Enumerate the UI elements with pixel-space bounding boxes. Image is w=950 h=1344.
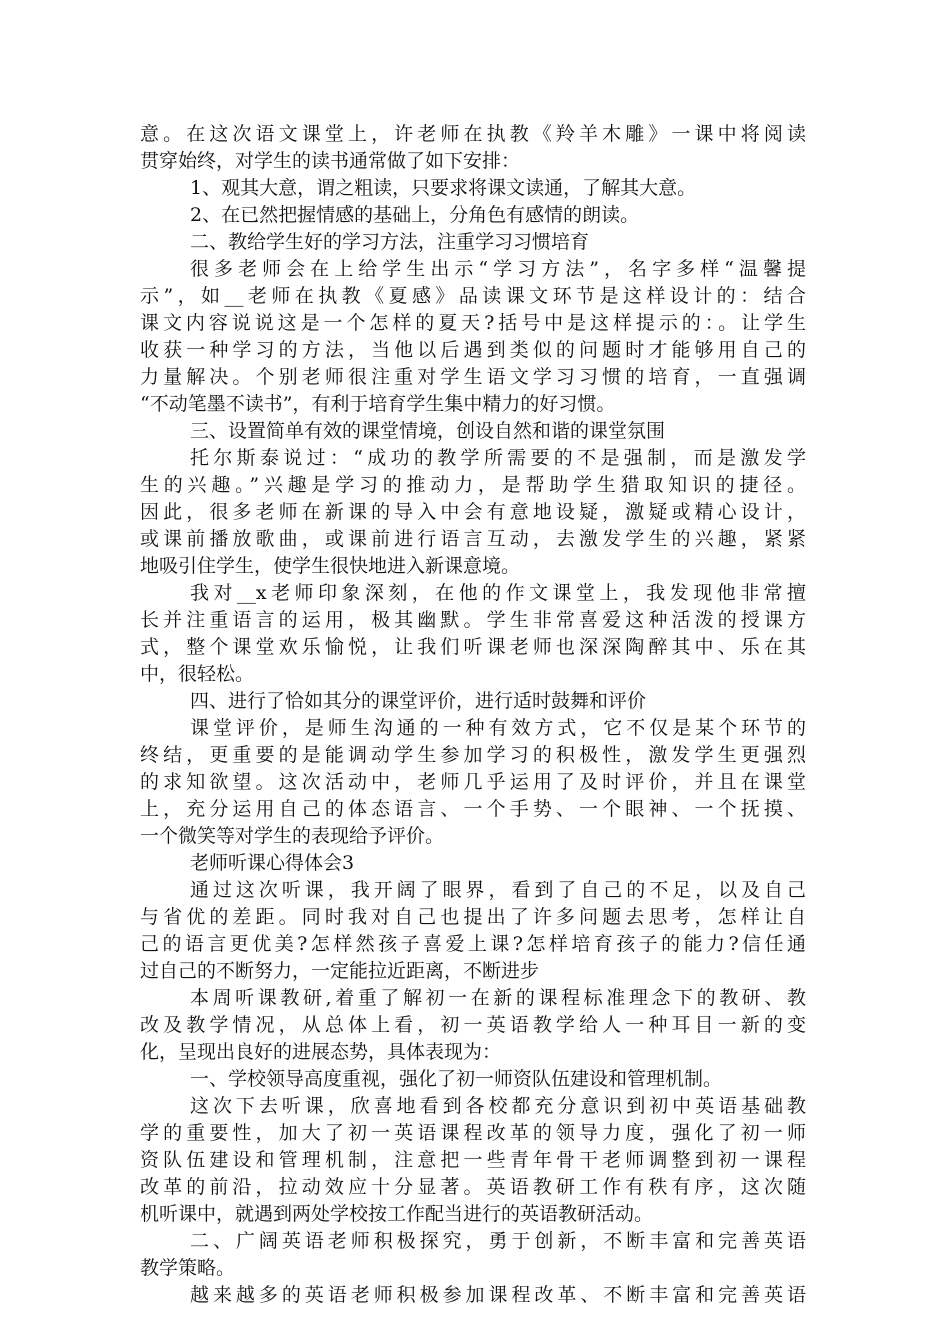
text-line: 与省优的差距。同时我对自己也提出了许多问题去思考，怎样让自	[140, 906, 806, 928]
text-line: 式，整个课堂欢乐愉悦，让我们听课老师也深深陶醉其中、乐在其	[140, 636, 806, 658]
text-line: 一个微笑等对学生的表现给予评价。	[140, 825, 445, 847]
text-line: 这次下去听课，欣喜地看到各校都充分意识到初中英语基础教	[190, 1095, 806, 1117]
text-line: 资队伍建设和管理机制，注意把一些青年骨干老师调整到初一课程	[140, 1149, 806, 1171]
text-line: 托尔斯泰说过：“成功的教学所需要的不是强制，而是激发学	[190, 447, 806, 469]
text-line: 学的重要性，加大了初一英语课程改革的领导力度，强化了初一师	[140, 1122, 806, 1144]
text-line: 地吸引住学生，使学生很快地进入新课意境。	[140, 555, 521, 577]
text-line: 课堂评价，是师生沟通的一种有效方式，它不仅是某个环节的	[190, 717, 806, 739]
text-line: 收获一种学习的方法，当他以后遇到类似的问题时才能够用自己的	[140, 339, 806, 361]
text-line: 过自己的不断努力，一定能拉近距离，不断进步	[140, 960, 540, 982]
text-line: 老师听课心得体会3	[190, 852, 355, 874]
text-line: 改革的前沿，拉动效应十分显著。英语教研工作有秩有序，这次随	[140, 1176, 806, 1198]
text-line: “不动笔墨不读书”，有利于培育学生集中精力的好习惯。	[140, 393, 616, 415]
text-line: 长并注重语言的运用，极其幽默。学生非常喜爱这种活泼的授课方	[140, 609, 806, 631]
text-line: 中，很轻松。	[140, 663, 255, 685]
document-body	[140, 121, 806, 1309]
text-line: 生的兴趣。”兴趣是学习的推动力，是帮助学生猎取知识的捷径。	[140, 474, 806, 496]
text-line: 1、观其大意，谓之粗读，只要求将课文读通，了解其大意。	[190, 177, 697, 199]
text-line: 己的语言更优美?怎样然孩子喜爱上课?怎样培育孩子的能力?信任通	[140, 933, 806, 955]
text-line: 很多老师会在上给学生出示“学习方法”，名字多样“温馨提	[190, 258, 806, 280]
text-line: 四、进行了恰如其分的课堂评价，进行适时鼓舞和评价	[190, 690, 647, 712]
text-line: 意。在这次语文课堂上，许老师在执教《羚羊木雕》一课中将阅读	[140, 123, 806, 145]
text-line: 或课前播放歌曲，或课前进行语言互动，去激发学生的兴趣，紧紧	[140, 528, 806, 550]
text-line: 力量解决。个别老师很注重对学生语文学习习惯的培育，一直强调	[140, 366, 806, 388]
text-line: 三、设置简单有效的课堂情境，创设自然和谐的课堂氛围	[190, 420, 666, 442]
text-line: 通过这次听课，我开阔了眼界，看到了自己的不足，以及自己	[190, 879, 806, 901]
text-line: 二、教给学生好的学习方法，注重学习习惯培育	[190, 231, 590, 253]
text-line: 课文内容说说这是一个怎样的夏天?括号中是这样提示的：。让学生	[140, 312, 806, 334]
text-line: 一、学校领导高度重视，强化了初一师资队伍建设和管理机制。	[190, 1068, 723, 1090]
text-line: 我对__x老师印象深刻，在他的作文课堂上，我发现他非常擅	[190, 582, 806, 604]
text-line: 化，呈现出良好的进展态势，具体表现为：	[140, 1041, 502, 1063]
text-line: 机听课中，就遇到两处学校按工作配当进行的英语教研活动。	[140, 1203, 654, 1225]
text-line: 改及教学情况，从总体上看，初一英语教学给人一种耳目一新的变	[140, 1014, 806, 1036]
text-line: 示”，如__老师在执教《夏感》品读课文环节是这样设计的：结合	[140, 285, 806, 307]
text-line: 上，充分运用自己的体态语言、一个手势、一个眼神、一个抚摸、	[140, 798, 806, 820]
text-line: 的求知欲望。这次活动中，老师几乎运用了及时评价，并且在课堂	[140, 771, 806, 793]
text-line: 越来越多的英语老师积极参加课程改革、不断丰富和完善英语	[190, 1284, 806, 1306]
text-line: 2、在已然把握情感的基础上，分角色有感情的朗读。	[190, 204, 640, 226]
text-line: 教学策略。	[140, 1257, 236, 1279]
text-line: 二、广阔英语老师积极探究，勇于创新，不断丰富和完善英语	[190, 1230, 806, 1252]
text-line: 贯穿始终，对学生的读书通常做了如下安排：	[140, 150, 521, 172]
text-line: 终结，更重要的是能调动学生参加学习的积极性，激发学生更强烈	[140, 744, 806, 766]
text-line: 因此，很多老师在新课的导入中会有意地设疑，激疑或精心设计，	[140, 501, 806, 523]
text-line: 本周听课教研,着重了解初一在新的课程标准理念下的教研、教	[190, 987, 806, 1009]
